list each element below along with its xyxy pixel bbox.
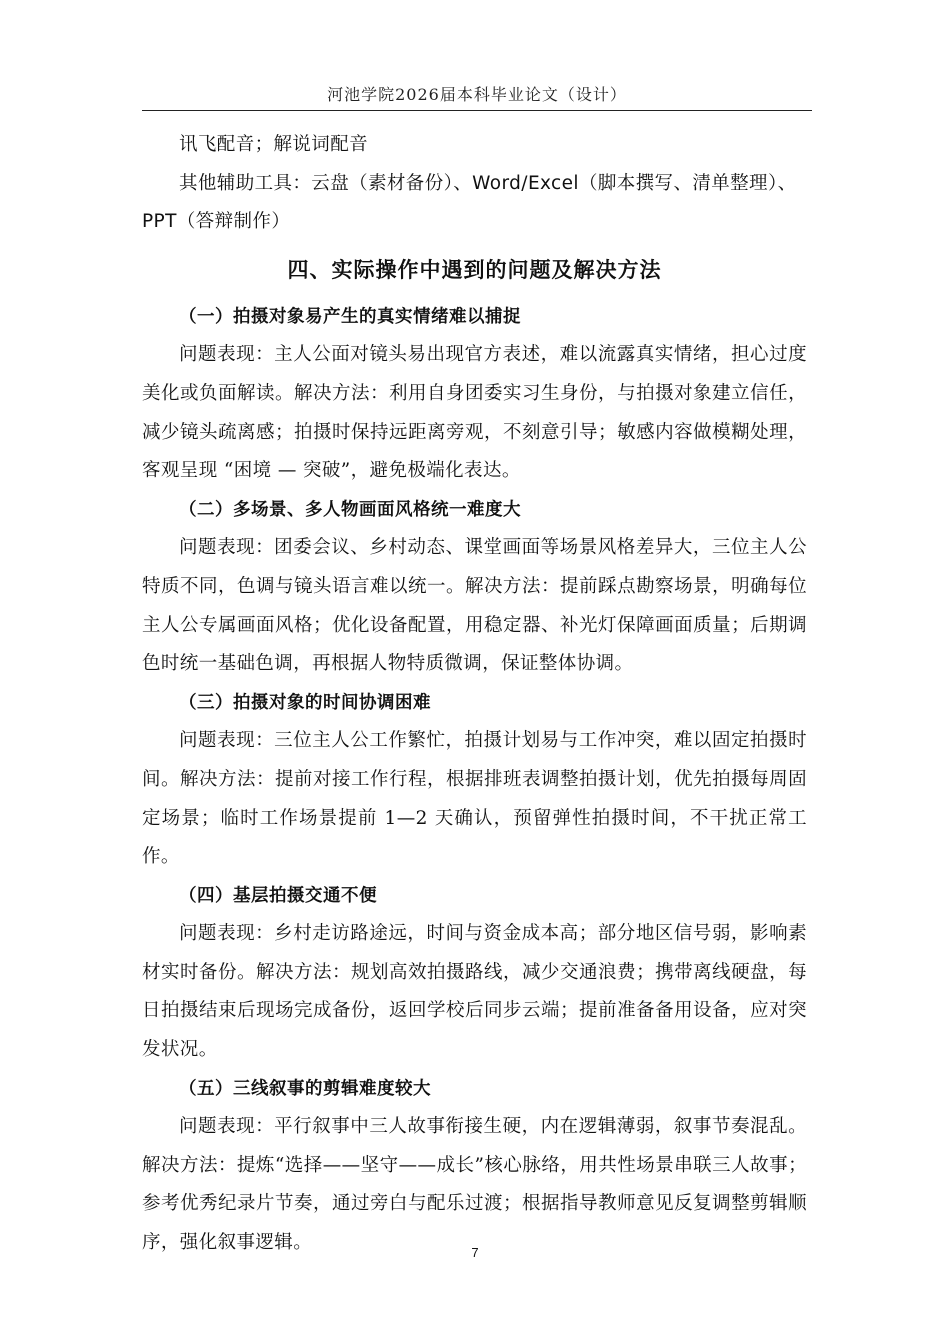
intro-text: （答辩制作） [176,211,291,233]
subsection-heading: （二）多场景、多人物画面风格统一难度大 [179,499,521,520]
intro-line-1: 讯飞配音；解说词配音 [179,134,369,155]
section-heading: 四、实际操作中遇到的问题及解决方法 [287,257,662,282]
page-number: 7 [471,1245,479,1260]
subsection-paragraph: 问题表现：团委会议、乡村动态、课堂画面等场景风格差异大，三位主人公特质不同，色调与镜头语言难以统一。解决方法：提前踩点勘察场景，明确每位主人公专属画面风格；优化设备配置，用稳定器、补光灯保障画面质量；后期调色时统一基础色调，再根据人物特质微调，保证整体协调。 [142,537,807,675]
subsection-heading: （三）拍摄对象的时间协调困难 [179,692,431,713]
subsection-heading: （一）拍摄对象易产生的真实情绪难以捕捉 [179,306,521,327]
intro-text: （脚本撰写、清单整理）、 [578,172,797,194]
intro-line-2 [142,165,807,204]
header-rule [142,110,812,111]
subsection-paragraph: 问题表现：平行叙事中三人故事衔接生硬，内在逻辑薄弱，叙事节奏混乱。解决方法：提炼“选择——坚守——成长”核心脉络，用共性场景串联三人故事；参考优秀纪录片节奏，通过旁白与配乐过渡；根据指导教师意见反复调整剪辑顺序，强化叙事逻辑。 [142,1116,807,1254]
page-body [142,126,807,1263]
subsection-paragraph: 问题表现：三位主人公工作繁忙，拍摄计划易与工作冲突，难以固定拍摄时间。解决方法：提前对接工作行程，根据排班表调整拍摄计划，优先拍摄每周固定场景；临时工作场景提前 1—2 天确认，预留弹性拍摄时间，不干扰正常工作。 [142,730,807,868]
subsection-paragraph: 问题表现：主人公面对镜头易出现官方表述，难以流露真实情绪，担心过度美化或负面解读。解决方法：利用自身团委实习生身份，与拍摄对象建立信任，减少镜头疏离感；拍摄时保持远距离旁观，不刻意引导；敏感内容做模糊处理，客观呈现 “困境 — 突破”，避免极端化表达。 [142,344,807,482]
running-header: 河池学院2026届本科毕业论文（设计） [327,85,627,104]
subsection-heading: （五）三线叙事的剪辑难度较大 [179,1078,431,1099]
intro-line-3 [142,203,807,242]
intro-word-excel: Word/Excel [472,172,579,194]
intro-text: 其他辅助工具：云盘（素材备份）、 [179,172,473,194]
subsection-paragraph: 问题表现：乡村走访路途远，时间与资金成本高；部分地区信号弱，影响素材实时备份。解决方法：规划高效拍摄路线，减少交通浪费；携带离线硬盘，每日拍摄结束后现场完成备份，返回学校后同步云端；提前准备备用设备，应对突发状况。 [142,923,807,1061]
intro-ppt: PPT [142,211,177,233]
subsection-heading: （四）基层拍摄交通不便 [179,885,377,906]
